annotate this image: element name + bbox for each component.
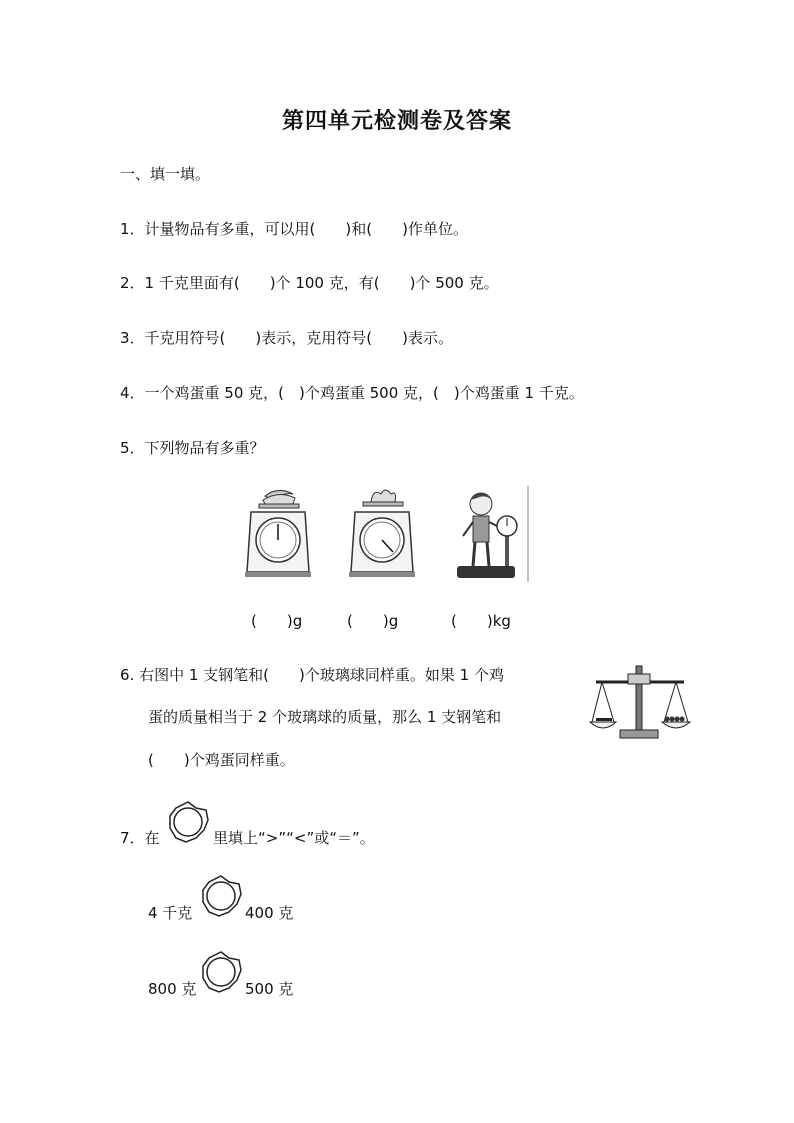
compare-right-1: 400 克 <box>245 904 294 922</box>
answer-blank-1[interactable]: ( )g <box>251 612 303 630</box>
question-6-line1: 6. 右图中 1 支钢笔和( )个玻璃球同样重。如果 1 个鸡 <box>120 666 504 684</box>
compare-right-2: 500 克 <box>245 980 294 998</box>
compare-circle-1[interactable] <box>199 874 243 918</box>
page-title: 第四单元检测卷及答案 <box>281 109 512 134</box>
question-7-instruction: 里填上“>”“<”或“＝”。 <box>213 829 375 847</box>
section-heading: 一、填一填。 <box>120 165 211 183</box>
kitchen-scale-fruit-image <box>347 486 417 578</box>
compare-left-2: 800 克 <box>148 980 197 998</box>
person-on-scale-image <box>455 486 530 582</box>
question-6-line2: 蛋的质量相当于 2 个玻璃球的质量，那么 1 支钢笔和 <box>148 708 502 726</box>
question-1: 1．计量物品有多重，可以用( )和( )作单位。 <box>120 220 468 238</box>
question-2: 2．1 千克里面有( )个 100 克，有( )个 500 克。 <box>120 274 499 292</box>
compare-left-1: 4 千克 <box>148 904 193 922</box>
question-7-prefix: 7．在 <box>120 829 160 847</box>
answer-blank-2[interactable]: ( )g <box>347 612 399 630</box>
question-5: 5．下列物品有多重？ <box>120 439 265 457</box>
balance-scale-image <box>588 660 692 742</box>
answer-blank-3[interactable]: ( )kg <box>451 612 511 630</box>
question-3: 3．千克用符号( )表示，克用符号( )表示。 <box>120 329 453 347</box>
compare-circle-2[interactable] <box>199 950 243 994</box>
flower-circle-icon <box>166 800 210 844</box>
kitchen-scale-bananas-image <box>243 486 313 578</box>
question-4: 4．一个鸡蛋重 50 克，( )个鸡蛋重 500 克，( )个鸡蛋重 1 千克。 <box>120 384 584 402</box>
question-6-line3: ( )个鸡蛋同样重。 <box>148 751 295 769</box>
